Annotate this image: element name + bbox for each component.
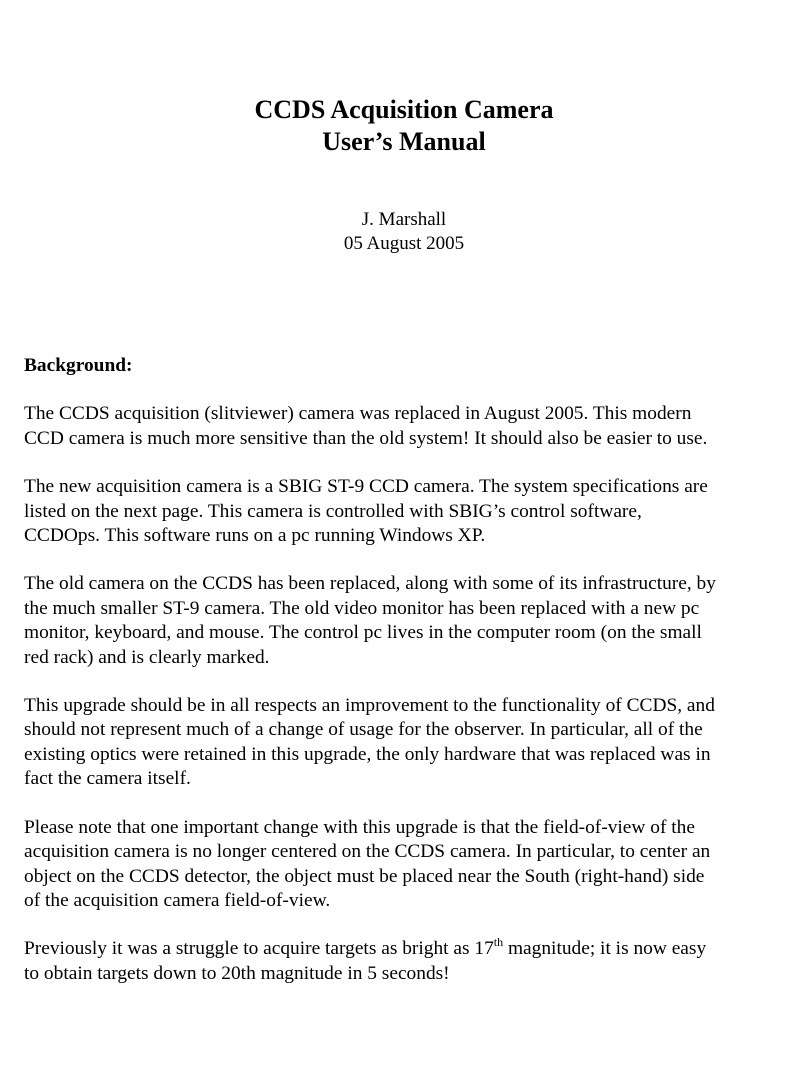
paragraph-line xyxy=(24,937,794,961)
paragraph-line: monitor, keyboard, and mouse. The control pc lives in the computer room (on the small xyxy=(24,622,702,644)
document-title xyxy=(0,94,808,158)
paragraph xyxy=(24,694,794,792)
document-body xyxy=(24,354,794,1010)
paragraph-line: CCDOps. This software runs on a pc running Windows XP. xyxy=(24,525,486,547)
paragraph-line: The new acquisition camera is a SBIG ST-9 CCD camera. The system specifications are xyxy=(24,476,708,498)
title-line-1: CCDS Acquisition Camera xyxy=(254,95,554,124)
document-date: 05 August 2005 xyxy=(343,233,465,254)
title-line-2: User’s Manual xyxy=(322,127,486,156)
section-heading: Background: xyxy=(24,355,133,376)
paragraph-line: listed on the next page. This camera is controlled with SBIG’s control software, xyxy=(24,500,642,522)
author-name: J. Marshall xyxy=(361,209,447,230)
paragraph-line: to obtain targets down to 20th magnitude in 5 seconds! xyxy=(24,962,450,984)
paragraph-line: fact the camera itself. xyxy=(24,768,191,790)
paragraph xyxy=(24,402,794,451)
paragraph-line: The CCDS acquisition (slitviewer) camera was replaced in August 2005. This modern xyxy=(24,403,692,425)
paragraph-last xyxy=(24,937,794,986)
paragraph xyxy=(24,475,794,548)
ordinal-superscript: th xyxy=(493,935,504,950)
paragraph-line: acquisition camera is no longer centered on the CCDS camera. In particular, to center an xyxy=(24,841,711,863)
paragraph-line: CCD camera is much more sensitive than the old system! It should also be easier to use. xyxy=(24,427,708,449)
line-text-after-superscript: magnitude; it is now easy xyxy=(503,938,707,960)
paragraph-line: red rack) and is clearly marked. xyxy=(24,646,270,668)
paragraph-line: object on the CCDS detector, the object must be placed near the South (right-hand) side xyxy=(24,865,705,887)
paragraph xyxy=(24,572,794,670)
paragraph-line: of the acquisition camera field-of-view. xyxy=(24,889,331,911)
byline xyxy=(0,208,808,256)
paragraph-line: existing optics were retained in this upgrade, the only hardware that was replaced was in xyxy=(24,743,711,765)
paragraph-line: This upgrade should be in all respects an improvement to the functionality of CCDS, and xyxy=(24,695,715,717)
paragraph-line: the much smaller ST-9 camera. The old video monitor has been replaced with a new pc xyxy=(24,597,700,619)
paragraph-line: The old camera on the CCDS has been replaced, along with some of its infrastructure, by xyxy=(24,573,716,595)
paragraph-line: should not represent much of a change of usage for the observer. In particular, all of the xyxy=(24,719,703,741)
line-text-before-superscript: Previously it was a struggle to acquire targets as bright as 17 xyxy=(24,938,494,960)
paragraph-line: Please note that one important change with this upgrade is that the field-of-view of the xyxy=(24,816,695,838)
paragraph xyxy=(24,816,794,914)
